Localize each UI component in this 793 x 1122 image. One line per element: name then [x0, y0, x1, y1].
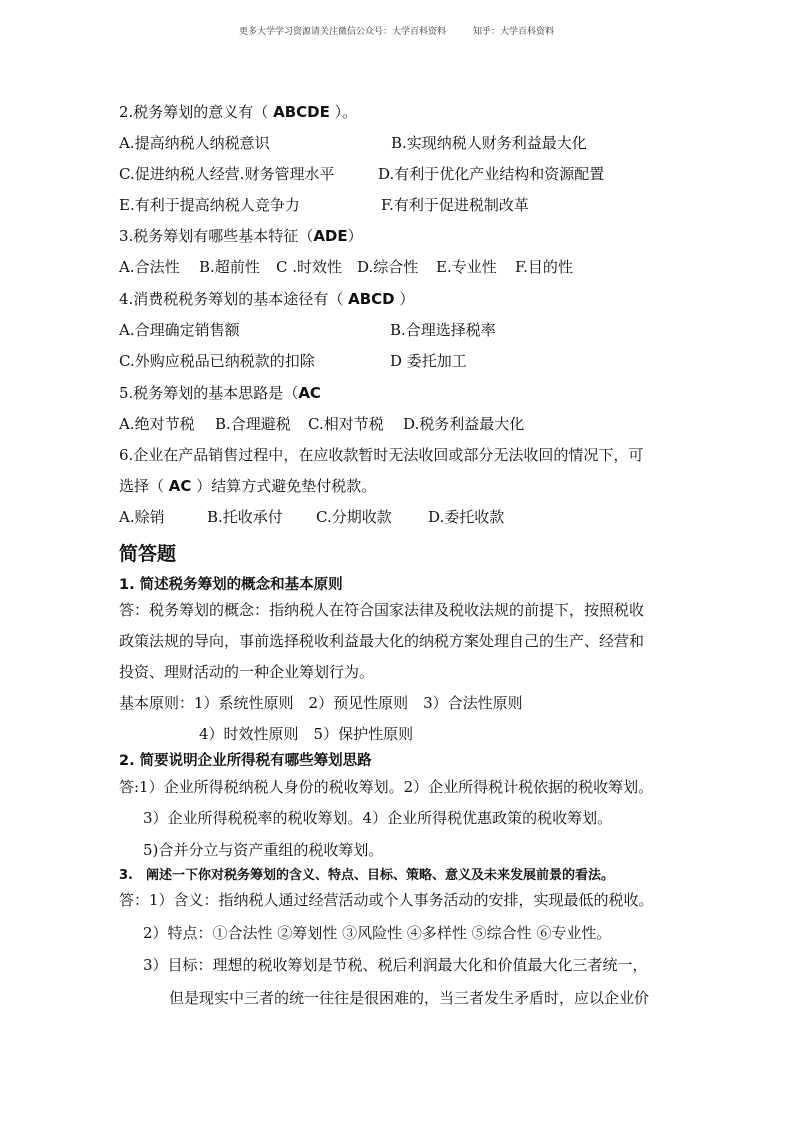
q6-option: B.托收承付	[207, 508, 283, 526]
q3-question: 3.税务筹划有哪些基本特征（ADE）	[119, 227, 363, 245]
q2-answer: ABCDE	[273, 103, 330, 121]
q6-option: C.分期收款	[316, 508, 392, 526]
q2-option-d: D.有利于优化产业结构和资源配置	[378, 165, 605, 183]
q2-option-a: A.提高纳税人纳税意识	[119, 134, 270, 152]
q2-question: 2.税务筹划的意义有（ ABCDE ）。	[119, 103, 358, 121]
q4-option-c: C.外购应税品已纳税款的扣除	[119, 352, 315, 370]
sa2-answer-line1: 答:1）企业所得税纳税人身份的税收筹划。2）企业所得税计税依据的税收筹划。	[119, 778, 654, 796]
q2-option-f: F.有利于促进税制改革	[381, 196, 529, 214]
q4-answer: ABCD	[348, 290, 395, 308]
q5-answer: AC	[298, 384, 321, 402]
q2-options-row1	[119, 133, 587, 153]
q2-option-e: E.有利于提高纳税人竞争力	[119, 196, 300, 214]
section-title: 简答题	[119, 543, 177, 565]
q2-option-b: B.实现纳税人财务利益最大化	[391, 134, 587, 152]
sa3-answer-line4: 但是现实中三者的统一往往是很困难的，当三者发生矛盾时，应以企业价	[169, 989, 650, 1007]
sa1-answer-line: 投资、理财活动的一种企业筹划行为。	[119, 663, 375, 681]
q3-option: B.超前性	[199, 258, 260, 276]
sa3-title: 3. 阐述一下你对税务筹划的含义、特点、目标、策略、意义及未来发展前景的看法。	[119, 868, 614, 883]
q2-options-row3	[119, 195, 529, 215]
q6-question-line2: 选择（ AC ）结算方式避免垫付税款。	[119, 477, 377, 495]
q3-option: A.合法性	[119, 258, 180, 276]
q3-option: C .时效性	[276, 258, 343, 276]
q6-options	[119, 507, 504, 527]
sa1-principles-line2: 4）时效性原则 5）保护性原则	[199, 725, 414, 743]
q6-question-line1: 6.企业在产品销售过程中，在应收款暂时无法收回或部分无法收回的情况下，可	[119, 446, 644, 464]
q3-option: F.目的性	[515, 258, 573, 276]
q2-options-row2	[119, 164, 605, 184]
q3-options	[119, 257, 573, 277]
sa1-answer-line: 政策法规的导向，事前选择税收利益最大化的纳税方案处理自己的生产、经营和	[119, 632, 645, 650]
q3-answer: ADE	[313, 227, 348, 245]
sa1-title: 1. 简述税务筹划的概念和基本原则	[119, 577, 343, 593]
q4-question: 4.消费税税务筹划的基本途径有（ ABCD ）	[119, 290, 415, 308]
q5-option: D.税务利益最大化	[403, 415, 525, 433]
q4-options-row2	[119, 351, 467, 371]
q6-answer: AC	[168, 477, 192, 495]
q5-options	[119, 414, 524, 434]
q5-option: A.绝对节税	[119, 415, 195, 433]
sa3-answer-line3: 3）目标：理想的税收筹划是节税、税后利润最大化和价值最大化三者统一，	[143, 956, 648, 974]
q2-option-c: C.促进纳税人经营.财务管理水平	[119, 165, 335, 183]
sa1-principles-line1: 基本原则：1）系统性原则 2）预见性原则 3）合法性原则	[119, 694, 523, 712]
q3-option: E.专业性	[436, 258, 497, 276]
q4-options-row1	[119, 320, 496, 340]
q3-option: D.综合性	[357, 258, 419, 276]
q4-option-d: D 委托加工	[390, 352, 467, 370]
q5-option: B.合理避税	[215, 415, 291, 433]
q4-option-a: A.合理确定销售额	[119, 321, 240, 339]
header-wechat-text: 更多大学学习资源请关注微信公众号：大学百科资料	[239, 27, 447, 37]
page-header	[0, 24, 793, 37]
sa2-title: 2. 简要说明企业所得税有哪些筹划思路	[119, 753, 372, 769]
sa3-answer-line1: 答：1）含义：指纳税人通过经营活动或个人事务活动的安排，实现最低的税收。	[119, 891, 654, 909]
q5-option: C.相对节税	[308, 415, 384, 433]
sa2-answer-line3: 5)合并分立与资产重组的税收筹划。	[143, 841, 384, 859]
q6-option: A.赊销	[119, 508, 165, 526]
sa1-answer-line: 答：税务筹划的概念：指纳税人在符合国家法律及税收法规的前提下，按照税收	[119, 601, 645, 619]
sa2-answer-line2: 3）企业所得税税率的税收筹划。4）企业所得税优惠政策的税收筹划。	[143, 809, 613, 827]
q5-question: 5.税务筹划的基本思路是（AC	[119, 384, 321, 402]
q6-option: D.委托收款	[428, 508, 505, 526]
header-zhihu-text: 知乎：大学百科资料	[472, 27, 554, 37]
q4-option-b: B.合理选择税率	[390, 321, 496, 339]
sa3-answer-line2: 2）特点：①合法性 ②筹划性 ③风险性 ④多样性 ⑤综合性 ⑥专业性。	[143, 924, 612, 942]
